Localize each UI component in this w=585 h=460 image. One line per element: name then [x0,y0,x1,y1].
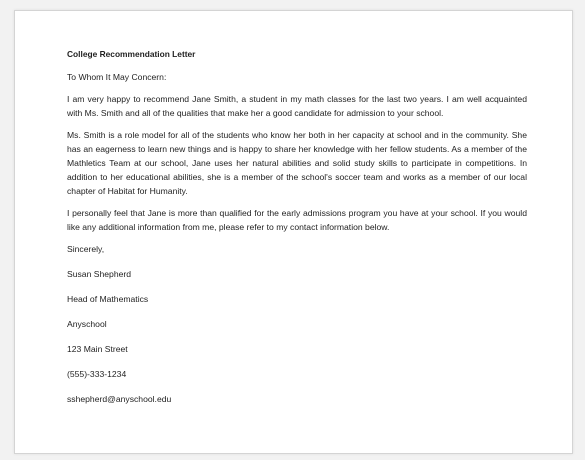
paragraph-1: I am very happy to recommend Jane Smith, a student in my math classes for the last two years. I am well acquainted with Ms. Smith and all of the qualities that make her a good candidate for admission to your school. [67,94,527,118]
letter-body [67,47,527,417]
signature-title: Head of Mathematics [67,294,149,304]
paragraph-3: I personally feel that Jane is more than qualified for the early admissions program you have at your school. If you would like any additional information from me, please refer to my contact information below. [67,208,527,232]
email-address: sshepherd@anyschool.edu [67,394,172,404]
signature-name: Susan Shepherd [67,269,132,279]
salutation: To Whom It May Concern: [67,72,167,82]
document-page [14,10,573,454]
school-name: Anyschool [67,319,107,329]
closing: Sincerely, [67,244,105,254]
phone-number: (555)-333-1234 [67,369,127,379]
street-address: 123 Main Street [67,344,128,354]
letter-title: College Recommendation Letter [67,49,196,59]
paragraph-2: Ms. Smith is a role model for all of the students who know her both in her capacity at school and in the community. She has an eagerness to learn new things and is happy to share her knowledge with her fellow students. As a member of the Mathletics Team at our school, Jane uses her natural abilities and solid study skills to participate in competitions. In addition to her educational abilities, she is a member of the school's soccer team and works as a member of our local chapter of Habitat for Humanity. [67,130,527,196]
